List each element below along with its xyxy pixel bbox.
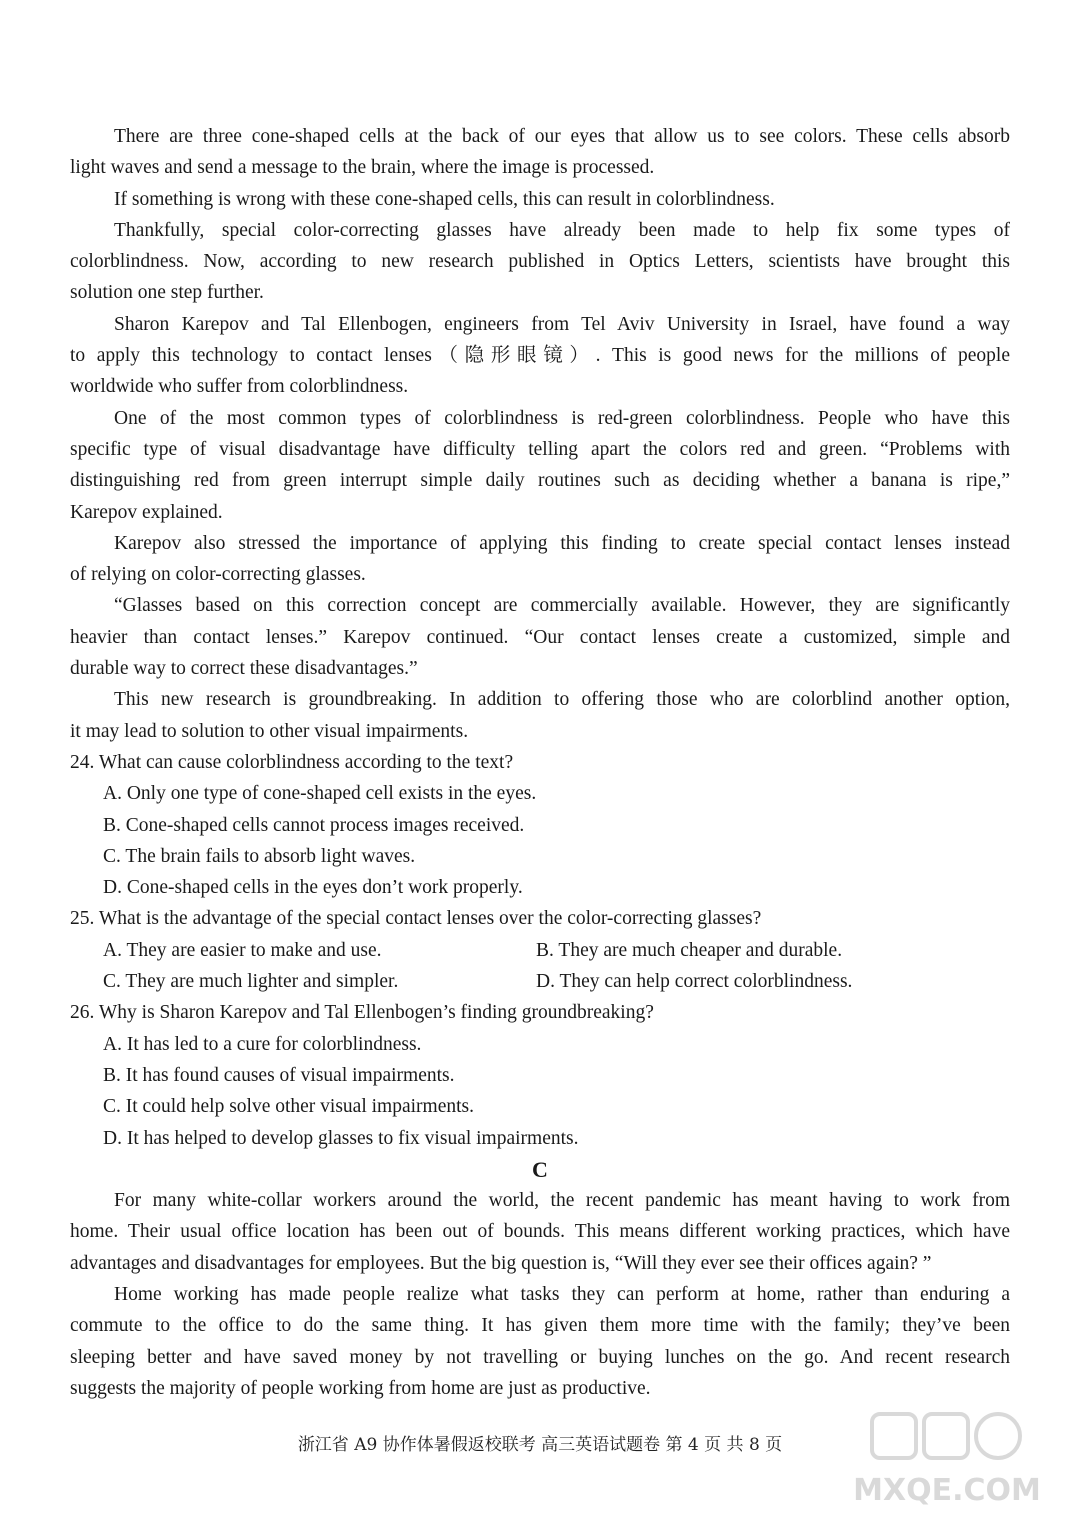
answer-option: B. They are much cheaper and durable. bbox=[536, 939, 843, 961]
answer-option: A. It has led to a cure for colorblindness. bbox=[103, 1033, 422, 1055]
text-line: If something is wrong with these cone-shaped cells, this can result in colorblindness. bbox=[114, 188, 775, 210]
text-line: to apply this technology to contact lenses（隐形眼镜）. This is good news for the millions of people bbox=[70, 345, 1010, 367]
text-line: colorblindness. Now, according to new research published in Optics Letters, scientists have brought this bbox=[70, 251, 1010, 273]
text-line: advantages and disadvantages for employees. But the big question is, “Will they ever see their offices again? ” bbox=[70, 1252, 932, 1274]
text-line: worldwide who suffer from colorblindness. bbox=[70, 376, 409, 398]
answer-option: B. Cone-shaped cells cannot process images received. bbox=[103, 814, 525, 836]
watermark-logo bbox=[852, 1408, 1042, 1518]
text-line: heavier than contact lenses.” Karepov continued. “Our contact lenses create a customized, simple and bbox=[70, 626, 1010, 648]
answer-option: D. It has helped to develop glasses to fix visual impairments. bbox=[103, 1127, 579, 1149]
question-stem: 26. Why is Sharon Karepov and Tal Ellenbogen’s finding groundbreaking? bbox=[70, 1002, 654, 1024]
answer-option: A. They are easier to make and use. bbox=[103, 939, 382, 961]
text-line: “Glasses based on this correction concept are commercially available. However, they are significantly bbox=[114, 595, 1010, 617]
answer-option: A. Only one type of cone-shaped cell exists in the eyes. bbox=[103, 783, 537, 805]
passage-b bbox=[70, 121, 1010, 747]
text-line: it may lead to solution to other visual impairments. bbox=[70, 720, 469, 742]
text-line: suggests the majority of people working from home are just as productive. bbox=[70, 1377, 651, 1399]
passage-c bbox=[70, 1185, 1010, 1404]
text-line: Home working has made people realize what tasks they can perform at home, rather than enduring a bbox=[114, 1283, 1010, 1305]
text-line: sleeping better and have saved money by not travelling or buying lunches on the go. And recent research bbox=[70, 1346, 1010, 1368]
question-list bbox=[70, 747, 1010, 1154]
text-line: There are three cone-shaped cells at the back of our eyes that allow us to see colors. These cells absorb bbox=[114, 126, 1010, 147]
question-stem: 24. What can cause colorblindness according to the text? bbox=[70, 751, 514, 773]
text-line: Karepov also stressed the importance of applying this finding to create special contact lenses instead bbox=[114, 532, 1010, 554]
section-c-title: C bbox=[532, 1156, 548, 1182]
svg-text:MXQE.COM: MXQE.COM bbox=[853, 1473, 1041, 1508]
text-line: Karepov explained. bbox=[70, 501, 223, 523]
text-line: distinguishing red from green interrupt simple daily routines such as deciding whether a banana is ripe,” bbox=[70, 470, 1010, 492]
question-stem: 25. What is the advantage of the special contact lenses over the color-correcting glasses? bbox=[70, 908, 762, 930]
option-row bbox=[70, 935, 1010, 966]
text-line: Sharon Karepov and Tal Ellenbogen, engineers from Tel Aviv University in Israel, have found a way bbox=[114, 313, 1010, 335]
text-line: home. Their usual office location has been out of bounds. This means different working practices, which have bbox=[70, 1221, 1010, 1243]
exam-page bbox=[70, 121, 1010, 1404]
text-line: light waves and send a message to the brain, where the image is processed. bbox=[70, 157, 655, 179]
text-line: solution one step further. bbox=[70, 282, 264, 304]
answer-option: C. The brain fails to absorb light waves. bbox=[103, 845, 416, 867]
text-line: commute to the office to do the same thing. It has given them more time with the family; they’ve been bbox=[70, 1315, 1010, 1337]
option-row bbox=[70, 966, 1010, 997]
text-line: For many white-collar workers around the world, the recent pandemic has meant having to work from bbox=[114, 1190, 1010, 1212]
text-line: durable way to correct these disadvantages.” bbox=[70, 658, 418, 680]
text-line: One of the most common types of colorblindness is red-green colorblindness. People who have this bbox=[114, 407, 1010, 429]
answer-option: B. It has found causes of visual impairments. bbox=[103, 1064, 455, 1086]
answer-option: C. They are much lighter and simpler. bbox=[103, 971, 399, 993]
text-line: This new research is groundbreaking. In addition to offering those who are colorblind another option, bbox=[114, 689, 1010, 711]
text-line: of relying on color-correcting glasses. bbox=[70, 564, 366, 586]
answer-option: C. It could help solve other visual impairments. bbox=[103, 1096, 474, 1118]
page-footer: 浙江省 A9 协作体暑假返校联考 高三英语试题卷 第 4 页 共 8 页 bbox=[297, 1435, 783, 1455]
answer-option: D. Cone-shaped cells in the eyes don’t work properly. bbox=[103, 877, 523, 899]
answer-option: D. They can help correct colorblindness. bbox=[536, 971, 853, 993]
text-line: specific type of visual disadvantage have difficulty telling apart the colors red and green. “Problems with bbox=[70, 438, 1010, 460]
text-line: Thankfully, special color-correcting glasses have already been made to help fix some types of bbox=[114, 219, 1010, 241]
